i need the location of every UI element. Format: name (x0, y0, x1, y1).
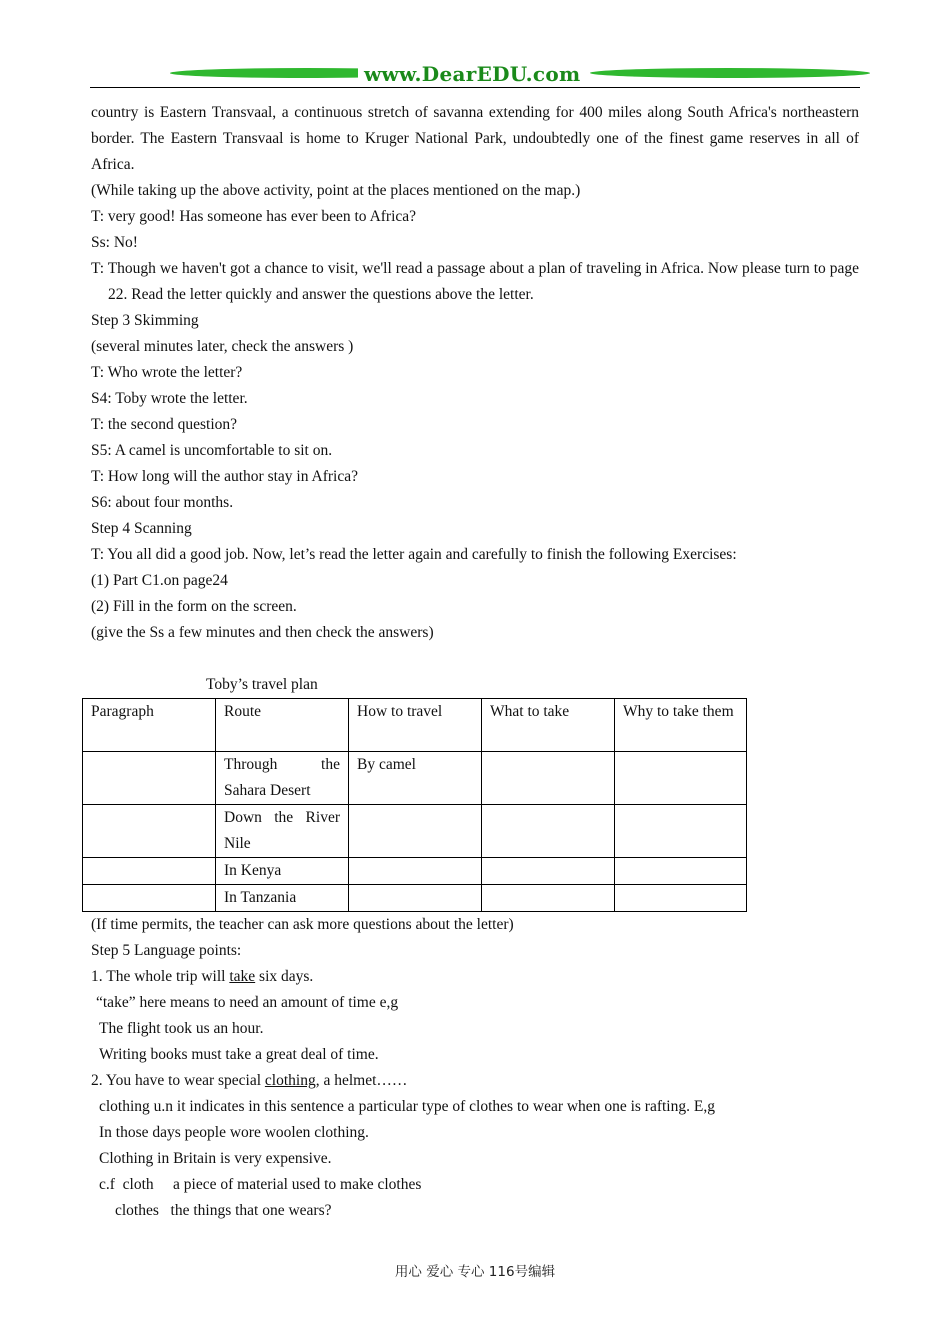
underlined-word: take (229, 968, 256, 985)
table-row (83, 752, 747, 805)
dialogue-line: S5: A camel is uncomfortable to sit on. (91, 442, 333, 459)
example-line: In those days people wore woolen clothing. (99, 1124, 369, 1141)
dialogue-line: T: Though we haven't got a chance to visit, we'll read a passage about a plan of traveling in Africa. Now please turn to page 22. Read the letter quickly and answer the questions above the letter. (91, 260, 859, 303)
page-footer: 用心 爱心 专心 116号编辑 (394, 1264, 556, 1280)
underlined-word: clothing (264, 1072, 316, 1089)
table-cell (83, 885, 216, 912)
language-point-2 (91, 1068, 859, 1094)
explanation-line: clothing u.n it indicates in this sentence a particular type of clothes to wear when one is rafting. E,g (99, 1098, 715, 1115)
table-row (83, 858, 747, 885)
dialogue-line: T: How long will the author stay in Africa? (91, 468, 358, 485)
table-cell (482, 885, 615, 912)
dialogue-line: S4: Toby wrote the letter. (91, 390, 248, 407)
table-cell (349, 885, 482, 912)
dialogue-line: T: Who wrote the letter? (91, 364, 243, 381)
table-header-cell: How to travel (349, 699, 482, 752)
table-cell (83, 805, 216, 858)
dialogue-line: T: You all did a good job. Now, let’s read the letter again and carefully to finish the following Exercises: (91, 546, 737, 563)
dialogue-line: Ss: No! (91, 234, 138, 251)
table-row (83, 885, 747, 912)
dialogue-line: S6: about four months. (91, 494, 234, 511)
dialogue-line: T: very good! Has someone has ever been to Africa? (91, 208, 417, 225)
spacer (91, 646, 859, 672)
table-cell (615, 752, 747, 805)
text-span: 2. You have to wear special (91, 1072, 265, 1089)
note-line: (If time permits, the teacher can ask more questions about the letter) (91, 916, 514, 933)
table-cell (482, 752, 615, 805)
table-cell (482, 805, 615, 858)
header-logo: www.DearEDU.com (358, 62, 587, 86)
language-point-1 (91, 964, 859, 990)
table-cell: In Tanzania (216, 885, 349, 912)
example-line: Clothing in Britain is very expensive. (99, 1150, 332, 1167)
table-row (83, 805, 747, 858)
header-rule (90, 87, 860, 88)
table-cell (349, 805, 482, 858)
instruction-map: (While taking up the above activity, point at the places mentioned on the map.) (91, 182, 581, 199)
table-cell: Down the River Nile (216, 805, 349, 858)
compare-line: clothes the things that one wears? (115, 1202, 332, 1219)
text-span: , a helmet…… (315, 1072, 408, 1089)
dialogue-line: T: the second question? (91, 416, 238, 433)
table-header-cell: Paragraph (83, 699, 216, 752)
table-cell: Through the Sahara Desert (216, 752, 349, 805)
table-cell (349, 858, 482, 885)
table-header-cell: Route (216, 699, 349, 752)
table-cell (615, 885, 747, 912)
text-span: 1. The whole trip will (91, 968, 230, 985)
page-header (90, 62, 860, 88)
table-cell: In Kenya (216, 858, 349, 885)
text-span: six days. (255, 968, 314, 985)
table-header-cell: What to take (482, 699, 615, 752)
step-heading: Step 4 Scanning (91, 520, 192, 537)
example-line: The flight took us an hour. (99, 1020, 264, 1037)
table-cell: By camel (349, 752, 482, 805)
header-swoosh-right (588, 68, 872, 78)
table-cell (615, 805, 747, 858)
table-cell (482, 858, 615, 885)
table-cell (615, 858, 747, 885)
example-line: Writing books must take a great deal of time. (99, 1046, 379, 1063)
explanation-line: “take” here means to need an amount of time e,g (96, 994, 399, 1011)
document-body (91, 100, 859, 1224)
travel-plan-table (82, 698, 747, 912)
step-heading: Step 5 Language points: (91, 942, 242, 959)
instruction-line: (give the Ss a few minutes and then check the answers) (91, 624, 434, 641)
step-heading: Step 3 Skimming (91, 312, 199, 329)
exercise-item: (2) Fill in the form on the screen. (91, 598, 297, 615)
table-cell (83, 752, 216, 805)
table-header-row (83, 699, 747, 752)
instruction-line: (several minutes later, check the answers ) (91, 338, 354, 355)
table-header-cell: Why to take them (615, 699, 747, 752)
compare-line: c.f cloth a piece of material used to make clothes (99, 1176, 422, 1193)
exercise-item: (1) Part C1.on page24 (91, 572, 228, 589)
paragraph-transvaal: country is Eastern Transvaal, a continuous stretch of savanna extending for 400 miles along South Africa's northeastern border. The Eastern Transvaal is home to Kruger National Park, undoubtedly one of the finest game reserves in all of Africa. (91, 104, 859, 173)
table-cell (83, 858, 216, 885)
table-caption: Toby’s travel plan (206, 676, 318, 693)
